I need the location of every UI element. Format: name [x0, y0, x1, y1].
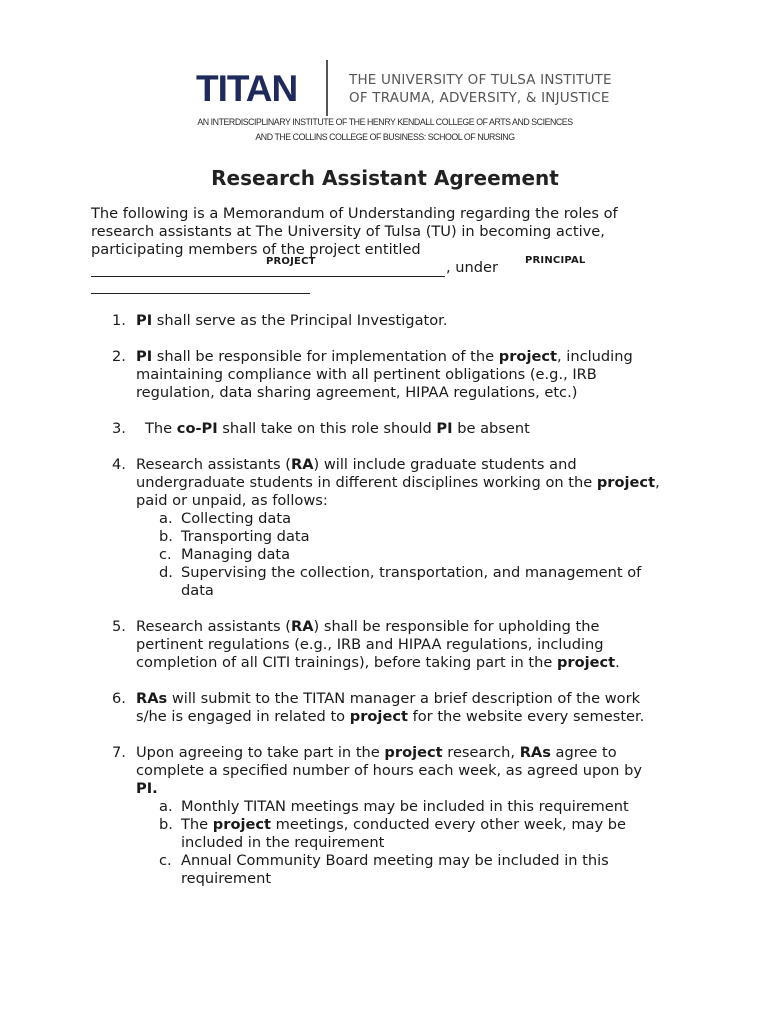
sub-item — [136, 564, 691, 600]
sub-item-text: data — [181, 582, 214, 599]
text-run: for the website every semester. — [407, 708, 645, 725]
text-run: agree to — [550, 744, 617, 761]
text-run: ) will include graduate students and — [313, 456, 577, 473]
sub-item-text: Supervising the collection, transportation, and management of — [181, 564, 642, 581]
text-run: s/he is engaged in related to — [136, 708, 350, 725]
text-run: be absent — [452, 420, 530, 437]
text-run: meetings, conducted every other week, may be — [271, 816, 627, 833]
list-number: 7. — [112, 744, 126, 761]
intro-line-2: research assistants at The University of Tulsa (TU) in becoming active, — [91, 223, 605, 240]
list-item-text — [136, 456, 691, 510]
bold-term: project — [556, 654, 616, 671]
intro-line-1: The following is a Memorandum of Understanding regarding the roles of — [91, 205, 618, 222]
list-number: 4. — [112, 456, 126, 473]
sub-item-text: Collecting data — [181, 510, 292, 527]
institute-logo — [194, 58, 612, 118]
project-entry-row — [91, 255, 691, 282]
under-text: , under — [446, 259, 499, 276]
list-item-2 — [91, 348, 691, 402]
sub-item — [136, 528, 691, 546]
institute-name-line-1: THE UNIVERSITY OF TULSA INSTITUTE — [349, 72, 612, 88]
list-item-7 — [91, 744, 691, 888]
text-run: completion of all CITI trainings), before taking part in the — [136, 654, 557, 671]
text-run: Research assistants ( — [136, 456, 291, 473]
list-item-1 — [91, 312, 691, 330]
text-run: shall be responsible for implementation of the — [152, 348, 499, 365]
bold-term: project — [212, 816, 271, 833]
principal-field-label: PRINCIPAL — [525, 255, 586, 266]
text-run: . — [615, 654, 620, 671]
text-run: research, — [442, 744, 520, 761]
sub-item — [136, 546, 691, 564]
list-item-6 — [91, 690, 691, 726]
sub-item — [136, 798, 691, 816]
sub-item-letter: b. — [159, 528, 173, 545]
institute-name-line-2: OF TRAUMA, ADVERSITY, & INJUSTICE — [349, 90, 610, 106]
bold-term: RAs — [519, 744, 551, 761]
sub-item — [136, 510, 691, 528]
text-run: Research assistants ( — [136, 618, 291, 635]
sub-item — [136, 816, 691, 852]
sub-item-letter: c. — [159, 546, 172, 563]
titan-logo-wordmark: TITAN — [196, 68, 298, 109]
bold-term: project — [349, 708, 408, 725]
text-run: pertinent regulations (e.g., IRB and HIPAA regulations, including — [136, 636, 604, 653]
bold-term: PI — [136, 312, 153, 329]
logo-divider — [326, 60, 328, 116]
intro-paragraph — [91, 205, 681, 259]
list-number: 2. — [112, 348, 126, 365]
sub-item-letter: a. — [159, 798, 173, 815]
sub-item-letter: a. — [159, 510, 173, 527]
list-item-text — [136, 348, 691, 402]
bold-term: project — [498, 348, 557, 365]
sub-item-letter: b. — [159, 816, 173, 833]
text-run: The — [181, 816, 213, 833]
bold-term: PI — [136, 348, 153, 365]
list-item-text — [136, 744, 691, 798]
project-field-label: PROJECT — [266, 256, 316, 267]
bold-term: RA — [290, 618, 314, 635]
list-number: 6. — [112, 690, 126, 707]
sub-item-text: Annual Community Board meeting may be included in this — [181, 852, 609, 869]
affiliation-line-2: AND THE COLLINS COLLEGE OF BUSINESS: SCHOOL OF NURSING — [255, 132, 515, 142]
text-run: ) shall be responsible for upholding the — [313, 618, 600, 635]
list-item-5 — [91, 618, 691, 672]
bold-term: PI. — [136, 780, 158, 797]
bold-term: project — [384, 744, 443, 761]
text-run: shall take on this role should — [217, 420, 437, 437]
bold-term: project — [596, 474, 656, 491]
text-run: The — [145, 420, 177, 437]
principal-blank-line[interactable] — [91, 293, 310, 294]
sub-item-text: Transporting data — [181, 528, 310, 545]
bold-term: PI — [436, 420, 453, 437]
text-run: maintaining compliance with all pertinent obligations (e.g., IRB — [136, 366, 597, 383]
list-item-text — [136, 312, 691, 330]
text-run: , including — [556, 348, 633, 365]
bold-term: co-PI — [176, 420, 218, 437]
text-run: Upon agreeing to take part in the — [136, 744, 385, 761]
sub-item-text: Monthly TITAN meetings may be included in this requirement — [181, 798, 629, 815]
project-blank-line[interactable] — [91, 276, 445, 277]
list-item-text — [136, 618, 691, 672]
bold-term: RAs — [136, 690, 168, 707]
sub-item — [136, 852, 691, 888]
list-number: 5. — [112, 618, 126, 635]
bold-term: RA — [290, 456, 314, 473]
sub-item-letter: c. — [159, 852, 172, 869]
sub-item-text: requirement — [181, 870, 272, 887]
document-title: Research Assistant Agreement — [211, 166, 559, 190]
text-run: complete a specified number of hours each week, as agreed upon by — [136, 762, 642, 779]
list-item-3 — [91, 420, 691, 438]
list-item-text — [145, 420, 691, 438]
terms-list — [91, 312, 691, 906]
institute-name — [349, 71, 612, 107]
text-run: paid or unpaid, as follows: — [136, 492, 328, 509]
affiliation-line-1: AN INTERDISCIPLINARY INSTITUTE OF THE HENRY KENDALL COLLEGE OF ARTS AND SCIENCES — [197, 117, 573, 127]
text-run: will submit to the TITAN manager a brief description of the work — [167, 690, 641, 707]
sub-item-text: Managing data — [181, 546, 291, 563]
list-item-4 — [91, 456, 691, 600]
list-number: 3. — [112, 420, 126, 437]
text-run: undergraduate students in different disciplines working on the — [136, 474, 597, 491]
list-item-text — [136, 690, 691, 726]
sub-item-letter: d. — [159, 564, 173, 581]
text-run: shall serve as the Principal Investigator. — [152, 312, 448, 329]
text-run: , — [655, 474, 660, 491]
list-number: 1. — [112, 312, 126, 329]
text-run: included in the requirement — [181, 834, 385, 851]
intro-line-3: participating members of the project entitled — [91, 241, 421, 258]
text-run: regulation, data sharing agreement, HIPAA regulations, etc.) — [136, 384, 578, 401]
